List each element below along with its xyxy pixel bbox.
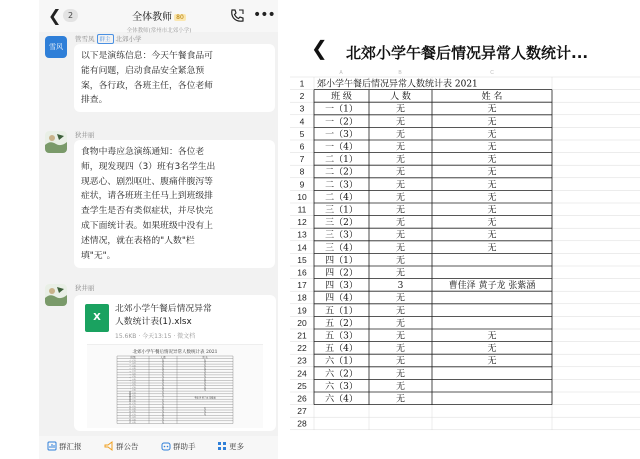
count-cell[interactable]: 无: [395, 155, 406, 166]
thumbnail-cell: 无: [161, 364, 165, 368]
excel-file-icon: X: [85, 304, 109, 332]
thumbnail-cell: 无: [161, 418, 165, 422]
message-line: 述情况，就在表格的"人数"栏: [81, 235, 195, 246]
row-number[interactable]: 15: [297, 254, 307, 265]
column-header[interactable]: C: [490, 70, 494, 76]
avatar[interactable]: [45, 284, 67, 306]
class-cell[interactable]: 四（1）: [325, 255, 358, 266]
class-cell[interactable]: 二（3）: [325, 180, 358, 191]
thumbnail-cell: 一（3）: [129, 364, 137, 368]
names-cell[interactable]: 无: [487, 344, 497, 355]
names-cell[interactable]: 无: [487, 104, 497, 115]
names-cell[interactable]: 无: [487, 356, 497, 367]
bottom-action-label: 群助手: [173, 442, 196, 451]
class-cell[interactable]: 一（1）: [325, 104, 358, 115]
thumbnail-cell: 无: [161, 375, 165, 379]
count-cell[interactable]: 无: [395, 230, 406, 241]
sender-name-text: 管雪凤: [75, 35, 95, 43]
column-header[interactable]: A: [339, 70, 343, 76]
thumbnail-cell: 六（1）: [129, 412, 137, 416]
class-cell[interactable]: 四（2）: [325, 268, 358, 279]
thumbnail-cell: 无: [203, 410, 207, 414]
names-cell[interactable]: 无: [487, 155, 497, 166]
thumbnail-cell: 二（2）: [129, 372, 137, 376]
thumbnail-cell: 无: [161, 402, 165, 406]
count-cell[interactable]: 无: [395, 394, 406, 405]
thumbnail-grid: [117, 355, 233, 424]
thumbnail-cell: 三（2）: [129, 383, 137, 387]
bottom-action-label: 群公告: [116, 442, 139, 451]
row-number[interactable]: 27: [297, 406, 307, 417]
row-number[interactable]: 21: [297, 330, 307, 341]
thumbnail-cell: 无: [203, 375, 207, 379]
thumbnail-cell: 无: [161, 385, 165, 389]
message-line: 师，现发现四（3）班有3名学生出: [81, 161, 216, 172]
file-thumbnail[interactable]: [87, 344, 263, 428]
count-cell[interactable]: 3: [397, 281, 404, 292]
thumbnail-cell: 无: [203, 377, 207, 381]
more-button[interactable]: [217, 441, 244, 452]
count-cell[interactable]: 无: [395, 356, 406, 367]
thumbnail-cell: 五（4）: [129, 410, 137, 414]
names-cell[interactable]: 无: [487, 331, 497, 342]
row-number[interactable]: 12: [297, 217, 307, 228]
thumbnail-cell: 无: [161, 367, 165, 370]
avatar-photo-icon: [45, 284, 67, 306]
class-cell[interactable]: 二（4）: [325, 192, 358, 203]
row-number[interactable]: 11: [297, 204, 307, 215]
thumbnail-cell: 五（2）: [129, 404, 137, 408]
more-dots-icon[interactable]: •••: [253, 7, 275, 23]
spreadsheet-grid[interactable]: [290, 0, 640, 459]
thumbnail-cell: 无: [203, 369, 207, 373]
names-cell[interactable]: 无: [487, 218, 497, 229]
chat-header: [39, 0, 278, 32]
thumbnail-cell: 四（2）: [129, 394, 137, 397]
count-cell[interactable]: 无: [395, 381, 406, 392]
thumbnail-cell: 无: [161, 399, 165, 403]
thumbnail-cell: 无: [161, 358, 165, 362]
class-cell[interactable]: 六（1）: [325, 356, 358, 367]
row-number[interactable]: 26: [297, 393, 307, 404]
message-line: 查学生是否有类似症状，并尽快完: [81, 206, 213, 217]
file-message-card[interactable]: [74, 295, 276, 431]
back-chevron-icon[interactable]: ❮: [311, 36, 328, 60]
thumbnail-cell: 一（2）: [129, 361, 137, 365]
class-cell[interactable]: 五（1）: [325, 306, 358, 317]
member-count-badge: 80: [176, 14, 184, 21]
thumbnail-cell: 一（1）: [129, 358, 137, 362]
thumbnail-title: 北郊小学午餐后情况异常人数统计表 2021: [132, 350, 218, 355]
phone-call-icon[interactable]: [229, 8, 245, 24]
thumbnail-cell: 无: [161, 380, 165, 384]
row-number[interactable]: 5: [299, 128, 305, 139]
row-number[interactable]: 17: [297, 280, 307, 291]
file-name-line: 北郊小学午餐后情况异常: [115, 304, 212, 314]
count-cell[interactable]: 无: [395, 344, 406, 355]
row-number[interactable]: 22: [297, 343, 307, 354]
row-number[interactable]: 25: [297, 380, 307, 391]
thumbnail-cell: 无: [161, 388, 165, 392]
count-cell[interactable]: 无: [395, 255, 406, 266]
thumbnail-cell: 无: [161, 361, 165, 365]
count-cell[interactable]: 无: [395, 117, 406, 128]
grid-icon: [217, 441, 227, 451]
names-cell[interactable]: 无: [487, 192, 497, 203]
row-number[interactable]: 3: [299, 103, 305, 114]
row-number[interactable]: 10: [297, 191, 307, 202]
sender-name: [75, 34, 142, 44]
avatar-photo-icon: [45, 131, 67, 153]
class-cell[interactable]: 六（3）: [325, 381, 358, 392]
row-number[interactable]: 7: [299, 154, 305, 165]
megaphone-icon: [104, 441, 114, 451]
row-number[interactable]: 2: [299, 91, 305, 102]
chat-screen: [39, 0, 278, 459]
message-line: 现恶心、剧烈呕吐、腹痛伴腹泻等: [81, 176, 213, 187]
count-cell[interactable]: 无: [395, 218, 406, 229]
thumbnail-cell: 一（4）: [129, 367, 137, 370]
thumbnail-cell: 无: [161, 410, 165, 414]
header-cell[interactable]: 姓 名: [481, 92, 503, 103]
class-cell[interactable]: 三（4）: [325, 243, 358, 254]
thumbnail-cell: 无: [203, 385, 207, 389]
thumbnail-cell: 无: [161, 391, 165, 395]
thumbnail-cell: 无: [203, 364, 207, 368]
row-number[interactable]: 16: [297, 267, 307, 278]
header-cell[interactable]: 人 数: [390, 92, 411, 103]
class-cell[interactable]: 六（2）: [325, 369, 358, 380]
row-number[interactable]: 14: [297, 242, 307, 253]
thumbnail-cell: 无: [161, 377, 165, 381]
group-assistant-button[interactable]: [161, 441, 196, 452]
group-notice-button[interactable]: [104, 441, 139, 452]
row-number[interactable]: 20: [297, 317, 307, 328]
file-meta: 15.6KB · 今天13:15 · 微文档: [115, 333, 196, 340]
thumbnail-cell: 无: [203, 383, 207, 387]
count-cell[interactable]: 无: [395, 205, 406, 216]
file-name: [115, 303, 265, 329]
names-cell[interactable]: 无: [487, 205, 497, 216]
row-number[interactable]: 6: [299, 141, 305, 152]
sheet-thumbnail: [87, 345, 263, 429]
count-cell[interactable]: 无: [395, 318, 406, 329]
class-cell[interactable]: 二（1）: [325, 155, 358, 166]
class-cell[interactable]: 三（1）: [325, 205, 358, 216]
thumbnail-cell: 无: [203, 367, 207, 370]
avatar[interactable]: [45, 131, 67, 153]
thumbnail-cell: 无: [161, 394, 165, 397]
thumbnail-cell: 四（1）: [129, 391, 137, 395]
class-cell[interactable]: 三（3）: [325, 230, 358, 241]
thumbnail-cell: 无: [161, 369, 165, 373]
row-number[interactable]: 4: [299, 116, 305, 127]
class-cell[interactable]: 五（3）: [325, 331, 358, 342]
names-cell[interactable]: 曹佳泽 黄子龙 张紫涵: [448, 281, 536, 292]
sheet-title-cell[interactable]: 郊小学午餐后情况异常人数统计表 2021: [317, 79, 478, 90]
class-cell[interactable]: 三（2）: [325, 218, 358, 229]
thumbnail-cell: 3: [162, 396, 164, 400]
row-number[interactable]: 28: [297, 418, 307, 429]
spreadsheet-screen: [290, 0, 640, 459]
thumbnail-cell: 六（4）: [129, 421, 137, 424]
thumbnail-cell: 姓 名: [202, 356, 208, 360]
bottom-action-label: 更多: [229, 442, 244, 451]
thumbnail-cell: 五（1）: [129, 402, 137, 406]
unread-count-badge: 2: [63, 9, 78, 22]
class-cell[interactable]: 四（3）: [325, 281, 358, 292]
owner-tag: 群主: [97, 34, 114, 44]
count-cell[interactable]: 无: [395, 369, 406, 380]
message-line: 排查。: [81, 95, 108, 106]
thumbnail-cell: 曹佳泽 黄子龙 张紫涵: [194, 396, 216, 400]
row-number[interactable]: 13: [297, 229, 307, 240]
class-cell[interactable]: 一（4）: [325, 142, 358, 153]
message-line: 以下是演练信息：今天午餐食品可: [81, 51, 213, 61]
bottom-action-label: 群汇报: [59, 442, 82, 451]
thumbnail-cell: 二（3）: [129, 375, 137, 379]
class-cell[interactable]: 四（4）: [325, 293, 358, 304]
row-number[interactable]: 9: [299, 179, 305, 190]
sheet-nav-title: 北郊小学午餐后情况异常人数统计...: [346, 44, 589, 62]
thumbnail-cell: 无: [203, 407, 207, 411]
thumbnail-cell: 无: [161, 407, 165, 411]
message-line: 成下面统计表。如果班级中没有上: [81, 220, 213, 231]
avatar[interactable]: 雪风: [45, 36, 67, 58]
row-number[interactable]: 1: [299, 78, 305, 89]
thumbnail-cell: 三（1）: [129, 380, 137, 384]
message-line: 能有问题，启动食品安全紧急预: [81, 65, 205, 76]
thumbnail-cell: 无: [203, 380, 207, 384]
names-cell[interactable]: 无: [487, 142, 497, 153]
thumbnail-cell: 无: [161, 383, 165, 387]
names-cell[interactable]: 无: [487, 180, 497, 191]
class-cell[interactable]: 一（3）: [325, 129, 358, 140]
count-cell[interactable]: 无: [395, 167, 406, 178]
class-cell[interactable]: 二（2）: [325, 167, 358, 178]
grid-text: [297, 70, 535, 429]
message-line: 填"无"。: [81, 250, 116, 261]
count-cell[interactable]: 无: [395, 180, 406, 191]
thumbnail-cell: 三（3）: [129, 385, 137, 389]
names-cell[interactable]: 无: [487, 129, 497, 140]
thumbnail-cell: 班 级: [130, 356, 136, 360]
assistant-icon: [161, 441, 171, 451]
message-bubble[interactable]: [74, 140, 275, 268]
thumbnail-cell: 无: [161, 372, 165, 376]
sender-org: 北郊小学: [115, 35, 142, 43]
sender-name: 狄井丽: [75, 131, 95, 139]
class-cell[interactable]: 五（4）: [325, 344, 358, 355]
count-cell[interactable]: 无: [395, 129, 406, 140]
thumbnail-cell: 六（3）: [129, 418, 137, 422]
row-number[interactable]: 23: [297, 355, 307, 366]
thumbnail-cell: 无: [203, 388, 207, 392]
message-line: 症状，请各班班主任马上到班级排: [81, 191, 213, 202]
thumbnail-cell: 无: [203, 358, 207, 362]
column-header[interactable]: B: [398, 70, 402, 76]
row-number[interactable]: 8: [299, 166, 305, 177]
chat-bottom-bar: [39, 436, 278, 459]
thumbnail-cell: 四（3）: [129, 396, 137, 400]
sender-name: 狄井丽: [75, 284, 95, 292]
chat-title: 全体教师: [132, 12, 173, 23]
chat-title-block: [99, 5, 219, 34]
thumbnail-cell: 无: [161, 421, 165, 424]
thumbnail-cell: 五（3）: [129, 407, 137, 411]
file-name-line: 人数统计表(1).xlsx: [115, 317, 192, 327]
names-cell[interactable]: 无: [487, 167, 497, 178]
thumbnail-cell: 无: [161, 404, 165, 408]
thumbnail-cell: 二（4）: [129, 377, 137, 381]
thumbnail-cell: 四（4）: [129, 399, 137, 403]
header-cell[interactable]: 班 级: [331, 92, 352, 103]
names-cell[interactable]: 无: [487, 117, 497, 128]
message-line: 食物中毒应急演练通知：各位老: [81, 147, 205, 157]
thumbnail-cell: 无: [161, 412, 165, 416]
count-cell[interactable]: 无: [395, 331, 406, 342]
count-cell[interactable]: 无: [395, 142, 406, 153]
thumbnail-cell: 无: [161, 415, 165, 419]
names-cell[interactable]: 无: [487, 243, 497, 254]
names-cell[interactable]: 无: [487, 230, 497, 241]
count-cell[interactable]: 无: [395, 306, 406, 317]
thumbnail-cell: 无: [203, 372, 207, 376]
row-number[interactable]: 18: [297, 292, 307, 303]
message-line: 案，各行政，各班主任，各位老师: [81, 80, 213, 91]
group-report-button[interactable]: [47, 441, 82, 452]
count-cell[interactable]: 无: [395, 243, 406, 254]
thumbnail-cell: 三（4）: [129, 388, 137, 392]
class-cell[interactable]: 一（2）: [325, 117, 358, 128]
count-cell[interactable]: 无: [395, 192, 406, 203]
count-cell[interactable]: 无: [395, 268, 406, 279]
message-bubble[interactable]: [74, 44, 275, 112]
thumbnail-cell: 二（1）: [129, 369, 137, 373]
class-cell[interactable]: 五（2）: [325, 318, 358, 329]
thumbnail-cell: 六（2）: [129, 415, 137, 419]
back-chevron-icon[interactable]: ❮: [48, 6, 62, 25]
report-icon: [47, 441, 57, 451]
count-cell[interactable]: 无: [395, 104, 406, 115]
chat-subtitle: 全体教师(常州市北郊小学): [126, 28, 192, 34]
count-cell[interactable]: 无: [395, 293, 406, 304]
thumbnail-cell: 无: [203, 361, 207, 365]
row-number[interactable]: 24: [297, 368, 307, 379]
thumbnail-cell: 人 数: [160, 356, 166, 360]
row-number[interactable]: 19: [297, 305, 307, 316]
thumbnail-cell: 无: [203, 412, 207, 416]
class-cell[interactable]: 六（4）: [325, 394, 358, 405]
